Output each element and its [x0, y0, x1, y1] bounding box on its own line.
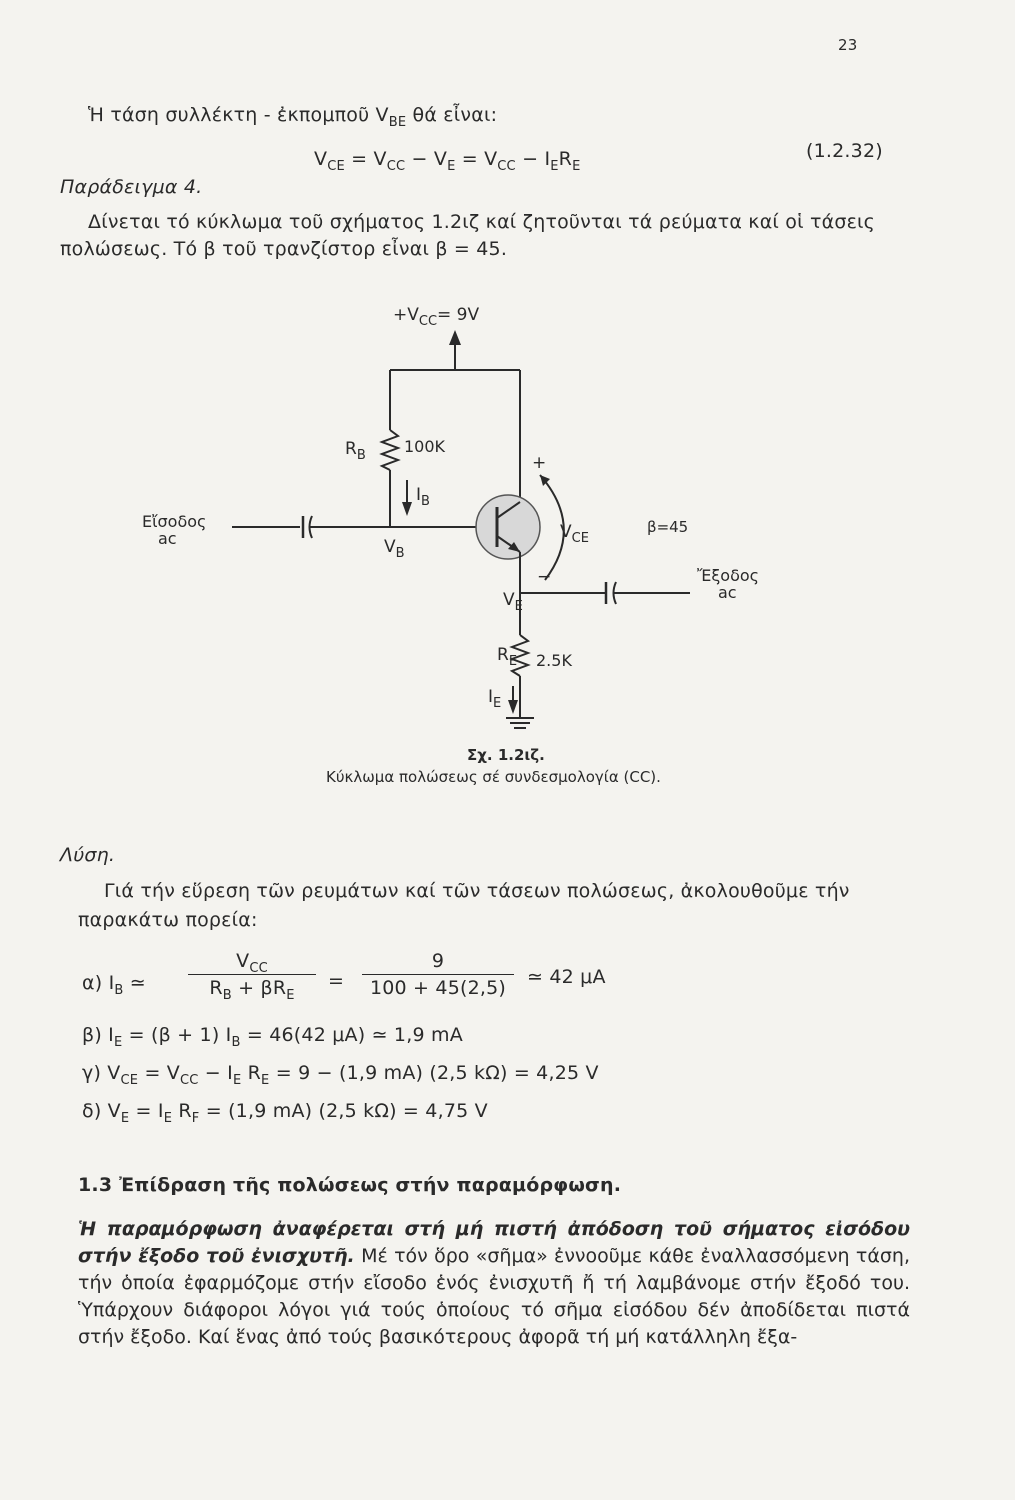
rb-value: 100K [404, 437, 446, 456]
ie-arrow-icon [508, 700, 518, 714]
vb-label: $V_B$ [384, 537, 405, 561]
circuit-diagram [0, 290, 1015, 750]
input-label-ac: ac [158, 529, 177, 548]
solution-text-line-1: Γιά τήν εὕρεση τῶν ρευμάτων καί τῶν τάσεων πολώσεως, ἀκολουθοῦμε τήν [104, 880, 850, 902]
plus-sign: + [532, 453, 547, 473]
example-text-line-2: πολώσεως. Τό β τοῦ τρανζίστορ εἶναι β = 45. [60, 238, 508, 260]
equation-number: (1.2.32) [806, 140, 883, 162]
input-label: Εἴσοδος [142, 512, 207, 531]
step-a-label: α) $I_B$ ≃ [82, 972, 146, 998]
beta-label: β=45 [647, 518, 689, 536]
figure-caption-title: Σχ. 1.2ιζ. [467, 746, 545, 764]
page-number: 23 [838, 36, 858, 54]
solution-text-line-2: παρακάτω πορεία: [78, 909, 258, 931]
ib-arrow-icon [402, 502, 412, 516]
example-heading: Παράδειγμα 4. [60, 176, 203, 198]
ib-label: $I_B$ [416, 485, 430, 509]
example-text-line-1: Δίνεται τό κύκλωμα τοῦ σχήματος 1.2ιζ καί ζητοῦνται τά ρεύματα καί οἱ τάσεις [88, 211, 876, 233]
step-a-equals: = [328, 970, 345, 992]
re-label: $R_E$ [497, 645, 518, 669]
resistor-rb-icon [382, 430, 398, 470]
rb-label: $R_B$ [345, 439, 366, 463]
section-heading: 1.3 Ἐπίδραση τῆς πολώσεως στήν παραμόρφωση. [78, 1174, 622, 1196]
intro-line: Ἡ τάση συλλέκτη - ἐκπομποῦ $V_{BE}$ θά εἶναι: [88, 104, 498, 130]
step-d: δ) $V_E = I_E$ $R_F = (1,9$ mA) (2,5 kΩ) = 4,75 V [82, 1100, 488, 1126]
step-a-fraction-2: $\frac{9}{100 + 45(2,5)}$ [362, 950, 514, 999]
step-a-fraction-1: $V_{CC}$ $R_B + \beta R_E$ [188, 950, 316, 999]
vcc-label: $+V_{CC}= 9V$ [393, 305, 480, 329]
re-value: 2.5K [536, 651, 572, 670]
equation-vce: $V_{CE} = V_{CC} - V_E = V_{CC} - I_ER_E$ [314, 148, 581, 174]
step-b: β) $I_E = (\beta + 1) I_B = 46(42$ μA) ≃ 1,9 mA [82, 1024, 463, 1050]
minus-sign: − [537, 567, 552, 587]
ve-label: $V_E$ [503, 590, 523, 614]
vcc-arrow-icon [449, 330, 461, 345]
vce-label: $V_{CE}$ [560, 522, 589, 546]
figure-caption-text: Κύκλωμα πολώσεως σέ συνδεσμολογία (CC). [326, 768, 661, 786]
output-label: Ἔξοδος [697, 566, 760, 585]
step-a-result: ≃ 42 μA [527, 966, 606, 988]
distortion-paragraph: Ἡ παραμόρφωση ἀναφέρεται στή μή πιστή ἀπόδοση τοῦ σήματος εἰσόδου στήν ἔξοδο τοῦ ἐνισχυτῆ. Μέ τόν ὅρο «σῆμα» ἐννοοῦμε κάθε ἐναλλασσόμενη τάση, τήν ὁποία ἐφαρμόζομε στήν εἴσοδο ἑνός ἐνισχυτῆ ἤ τή λαμβάνομε στήν ἔξοδό του. Ὑπάρχουν διάφοροι λόγοι γιά τούς ὁποίους τό σῆμα εἰσόδου δέν ἀποδίδεται πιστά στήν ἔξοδο. Καί ἕνας ἀπό τούς βασικότερους ἀφορᾶ τή μή κατάλληλη ἔξα- [78, 1218, 911, 1348]
solution-heading: Λύση. [60, 844, 116, 866]
ie-label: $I_E$ [488, 687, 502, 711]
transistor-icon [476, 495, 540, 559]
step-c: γ) $V_{CE} = V_{CC} - I_E$ $R_E = 9 - (1,9$ mA) (2,5 kΩ) = 4,25 V [82, 1062, 599, 1088]
output-label-ac: ac [718, 583, 737, 602]
